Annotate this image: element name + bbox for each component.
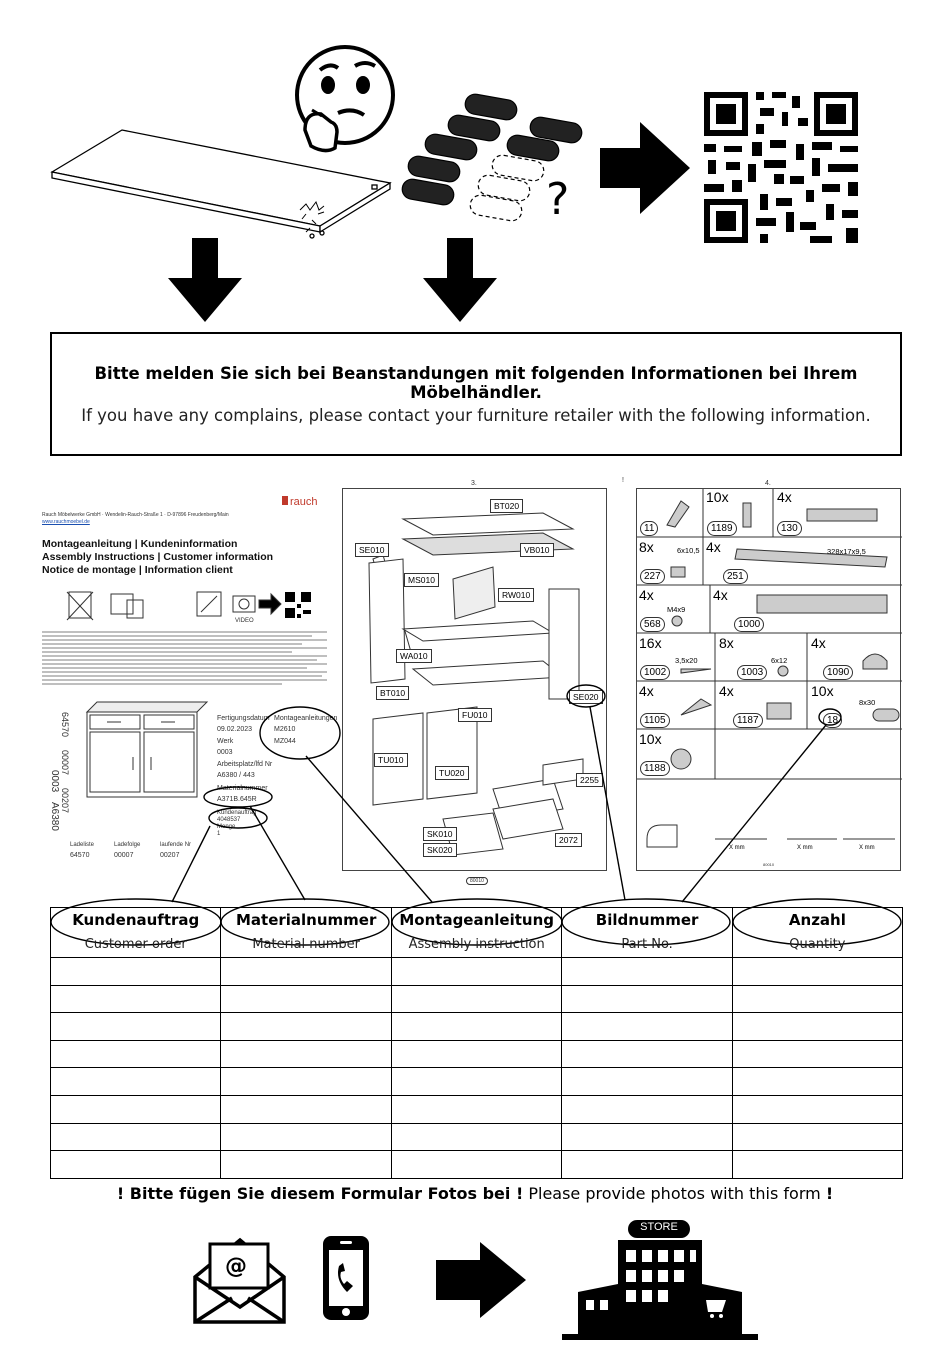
bottom-label: laufende Nr bbox=[160, 842, 192, 848]
form-cell[interactable] bbox=[732, 1123, 902, 1151]
mark: ! bbox=[622, 477, 624, 484]
form-cell[interactable] bbox=[732, 1095, 902, 1123]
form-cell[interactable] bbox=[51, 985, 221, 1013]
form-cell[interactable] bbox=[221, 1151, 391, 1179]
part-qty: 4x bbox=[639, 587, 654, 603]
form-row bbox=[51, 1013, 903, 1041]
smartphone-icon bbox=[323, 1236, 369, 1320]
part-number: 1188 bbox=[640, 761, 670, 776]
bottom-label: Ladeliste bbox=[70, 842, 95, 848]
montage-value: MZ044 bbox=[274, 738, 296, 745]
col-subheader-part-number: Part No. bbox=[562, 932, 732, 958]
part-number: 1090 bbox=[823, 665, 853, 680]
form-row bbox=[51, 1123, 903, 1151]
photo-request-english: Please provide photos with this form bbox=[528, 1184, 821, 1203]
part-qty: 4x bbox=[719, 683, 734, 699]
form-cell[interactable] bbox=[51, 1013, 221, 1041]
screw-dimension: X mm bbox=[859, 845, 875, 851]
form-cell[interactable] bbox=[221, 1068, 391, 1096]
side-code-1: 64570 bbox=[60, 712, 70, 738]
form-cell[interactable] bbox=[221, 1013, 391, 1041]
form-cell[interactable] bbox=[562, 1095, 732, 1123]
form-cell[interactable] bbox=[51, 958, 221, 986]
form-cell[interactable] bbox=[732, 958, 902, 986]
part-number: 1003 bbox=[737, 665, 767, 680]
form-cell[interactable] bbox=[391, 1013, 562, 1041]
form-cell[interactable] bbox=[732, 1068, 902, 1096]
form-row bbox=[51, 1040, 903, 1068]
brand-logo: rauch bbox=[290, 496, 318, 508]
col-subheader-assembly-instruction: Assembly instruction bbox=[391, 932, 562, 958]
field-value: 1 bbox=[217, 831, 221, 837]
col-subheader-material-number: Material number bbox=[221, 932, 391, 958]
form-cell[interactable] bbox=[51, 1151, 221, 1179]
part-label: FU010 bbox=[458, 708, 492, 722]
arrow-down-icon bbox=[423, 238, 497, 322]
form-cell[interactable] bbox=[732, 985, 902, 1013]
part-dimension: 3,5x20 bbox=[675, 656, 698, 665]
complaint-form-table bbox=[50, 907, 903, 1179]
field-value: A371B.645R bbox=[217, 796, 257, 803]
form-cell[interactable] bbox=[221, 958, 391, 986]
part-dimension: 328x17x9,5 bbox=[827, 547, 866, 556]
store-sign: STORE bbox=[640, 1221, 678, 1233]
bottom-label: Ladefolge bbox=[114, 842, 141, 848]
form-row bbox=[51, 1151, 903, 1179]
part-label: SE010 bbox=[355, 543, 389, 557]
complaint-notice bbox=[50, 332, 902, 456]
email-at-symbol: @ bbox=[225, 1254, 247, 1279]
form-cell[interactable] bbox=[221, 985, 391, 1013]
part-qty: 8x bbox=[639, 539, 654, 555]
field-label: Menge bbox=[217, 824, 236, 830]
part-label: TU020 bbox=[435, 766, 469, 780]
part-label: VB010 bbox=[520, 543, 554, 557]
part-number: 11 bbox=[640, 521, 658, 536]
qr-code-icon bbox=[704, 92, 858, 243]
form-cell[interactable] bbox=[562, 1068, 732, 1096]
part-label: SK010 bbox=[423, 827, 457, 841]
part-qty: 10x bbox=[706, 489, 729, 505]
col-header-material-number: Materialnummer bbox=[221, 908, 391, 932]
form-cell[interactable] bbox=[562, 1151, 732, 1179]
company-line: Rauch Möbelwerke GmbH · Wendelin-Rauch-Straße 1 · D-97896 Freudenberg/Main bbox=[42, 512, 229, 518]
part-qty: 4x bbox=[706, 539, 721, 555]
part-label: BT020 bbox=[490, 499, 523, 513]
col-subheader-customer-order: Customer order bbox=[51, 932, 221, 958]
page-number: 4. bbox=[765, 480, 771, 487]
callout-overlay bbox=[0, 470, 950, 970]
part-qty: 10x bbox=[811, 683, 834, 699]
part-number: 1187 bbox=[733, 713, 763, 728]
col-header-assembly-instruction: Montageanleitung bbox=[391, 908, 562, 932]
form-cell[interactable] bbox=[391, 958, 562, 986]
form-row bbox=[51, 958, 903, 986]
col-header-customer-order: Kundenauftrag bbox=[51, 908, 221, 932]
part-number: 1189 bbox=[707, 521, 737, 536]
side-code-4: 0003 bbox=[49, 770, 60, 793]
part-qty: 4x bbox=[811, 635, 826, 651]
field-value: A6380 / 443 bbox=[217, 772, 255, 779]
part-dimension: M4x9 bbox=[667, 605, 686, 614]
part-label: TU010 bbox=[374, 753, 408, 767]
part-label: BT010 bbox=[376, 686, 409, 700]
form-cell[interactable] bbox=[221, 1123, 391, 1151]
form-cell[interactable] bbox=[391, 985, 562, 1013]
part-qty: 16x bbox=[639, 635, 662, 651]
form-cell[interactable] bbox=[562, 958, 732, 986]
montage-label: Montageanleitungen bbox=[274, 715, 338, 722]
doc-title-2: Assembly Instructions | Customer information bbox=[42, 551, 274, 563]
part-qty: 4x bbox=[639, 683, 654, 699]
part-number: 251 bbox=[723, 569, 748, 584]
photo-request-german: ! Bitte fügen Sie diesem Formular Fotos bei ! bbox=[116, 1184, 524, 1203]
part-label: 2255 bbox=[576, 773, 603, 787]
part-dimension: 6x10,5 bbox=[677, 546, 700, 555]
bottom-illustration bbox=[0, 1212, 950, 1353]
col-header-quantity: Anzahl bbox=[732, 908, 902, 932]
field-label: Materialnummer bbox=[217, 785, 268, 792]
part-label: 2072 bbox=[555, 833, 582, 847]
field-label: Fertigungsdatum bbox=[217, 715, 270, 722]
form-cell[interactable] bbox=[391, 1151, 562, 1179]
form-cell[interactable] bbox=[562, 1123, 732, 1151]
email-envelope-icon bbox=[195, 1240, 284, 1322]
form-row bbox=[51, 1068, 903, 1096]
col-header-part-number: Bildnummer bbox=[562, 908, 732, 932]
part-number: 227 bbox=[640, 569, 665, 584]
notice-german: Bitte melden Sie sich bei Beanstandungen mit folgenden Informationen bei Ihrem Möbelhändler. bbox=[94, 364, 858, 402]
part-dimension: 8x30 bbox=[859, 698, 876, 707]
parts-page-footer: 80010 bbox=[763, 862, 775, 867]
form-cell[interactable] bbox=[221, 1095, 391, 1123]
part-label: SK020 bbox=[423, 843, 457, 857]
part-number: 568 bbox=[640, 617, 665, 632]
website-link: www.rauchmoebel.de bbox=[42, 519, 90, 525]
part-label: SE020 bbox=[569, 690, 603, 704]
assembly-page-footer: 80010 bbox=[466, 877, 488, 885]
form-cell[interactable] bbox=[732, 1151, 902, 1179]
form-cell[interactable] bbox=[221, 1040, 391, 1068]
part-number: 1000 bbox=[734, 617, 764, 632]
form-cell[interactable] bbox=[562, 1013, 732, 1041]
form-cell[interactable] bbox=[51, 1068, 221, 1096]
field-value: 4048537 bbox=[217, 817, 241, 823]
notice-english: If you have any complains, please contact your furniture retailer with the following information. bbox=[81, 406, 871, 425]
form-cell[interactable] bbox=[391, 1040, 562, 1068]
damaged-board-icon bbox=[52, 130, 390, 238]
col-subheader-quantity: Quantity bbox=[732, 932, 902, 958]
field-value: 0003 bbox=[217, 749, 233, 756]
part-label: RW010 bbox=[498, 588, 534, 602]
form-cell[interactable] bbox=[391, 1123, 562, 1151]
form-cell[interactable] bbox=[391, 1095, 562, 1123]
photo-request-line bbox=[0, 1184, 950, 1203]
field-label: Arbeitsplatz/lfd Nr bbox=[217, 761, 273, 768]
field-label: Kundenauftrag bbox=[217, 810, 257, 816]
arrow-right-icon bbox=[436, 1242, 526, 1318]
part-qty: 10x bbox=[639, 731, 662, 747]
top-illustration bbox=[0, 0, 950, 330]
montage-value: M2610 bbox=[274, 726, 296, 733]
side-code-2: 00007 bbox=[60, 750, 70, 776]
field-label: Werk bbox=[217, 738, 234, 745]
part-qty: 4x bbox=[713, 587, 728, 603]
arrow-right-icon bbox=[600, 122, 690, 214]
form-cell[interactable] bbox=[562, 985, 732, 1013]
form-cell[interactable] bbox=[562, 1040, 732, 1068]
part-dimension: 6x12 bbox=[771, 656, 788, 665]
form-row bbox=[51, 1095, 903, 1123]
question-mark: ? bbox=[546, 174, 570, 225]
part-number: 1002 bbox=[640, 665, 670, 680]
part-number: 1105 bbox=[640, 713, 670, 728]
form-cell[interactable] bbox=[391, 1068, 562, 1096]
doc-title-3: Notice de montage | Information client bbox=[42, 564, 233, 576]
form-cell[interactable] bbox=[732, 1013, 902, 1041]
screw-dimension: X mm bbox=[729, 845, 745, 851]
store-building-icon bbox=[562, 1220, 758, 1340]
thinking-face-icon bbox=[297, 47, 393, 151]
side-code-3: 00207 bbox=[60, 788, 70, 814]
part-number: 130 bbox=[777, 521, 802, 536]
photo-request-end: ! bbox=[825, 1184, 834, 1203]
form-row bbox=[51, 985, 903, 1013]
bottom-value: 00207 bbox=[160, 852, 180, 859]
part-label: WA010 bbox=[396, 649, 432, 663]
part-qty: 4x bbox=[777, 489, 792, 505]
part-qty: 8x bbox=[719, 635, 734, 651]
form-cell[interactable] bbox=[732, 1040, 902, 1068]
side-code-5: A6380 bbox=[49, 802, 60, 831]
part-number: 18 bbox=[823, 713, 842, 728]
video-label: VIDEO bbox=[235, 618, 254, 624]
form-cell[interactable] bbox=[51, 1040, 221, 1068]
part-label: MS010 bbox=[404, 573, 439, 587]
bottom-value: 64570 bbox=[70, 852, 90, 859]
bottom-value: 00007 bbox=[114, 852, 134, 859]
page-number: 3. bbox=[471, 480, 477, 487]
doc-title-1: Montageanleitung | Kundeninformation bbox=[42, 538, 238, 550]
arrow-down-icon bbox=[168, 238, 242, 322]
form-cell[interactable] bbox=[51, 1123, 221, 1151]
form-cell[interactable] bbox=[51, 1095, 221, 1123]
screw-dimension: X mm bbox=[797, 845, 813, 851]
field-value: 09.02.2023 bbox=[217, 726, 253, 733]
